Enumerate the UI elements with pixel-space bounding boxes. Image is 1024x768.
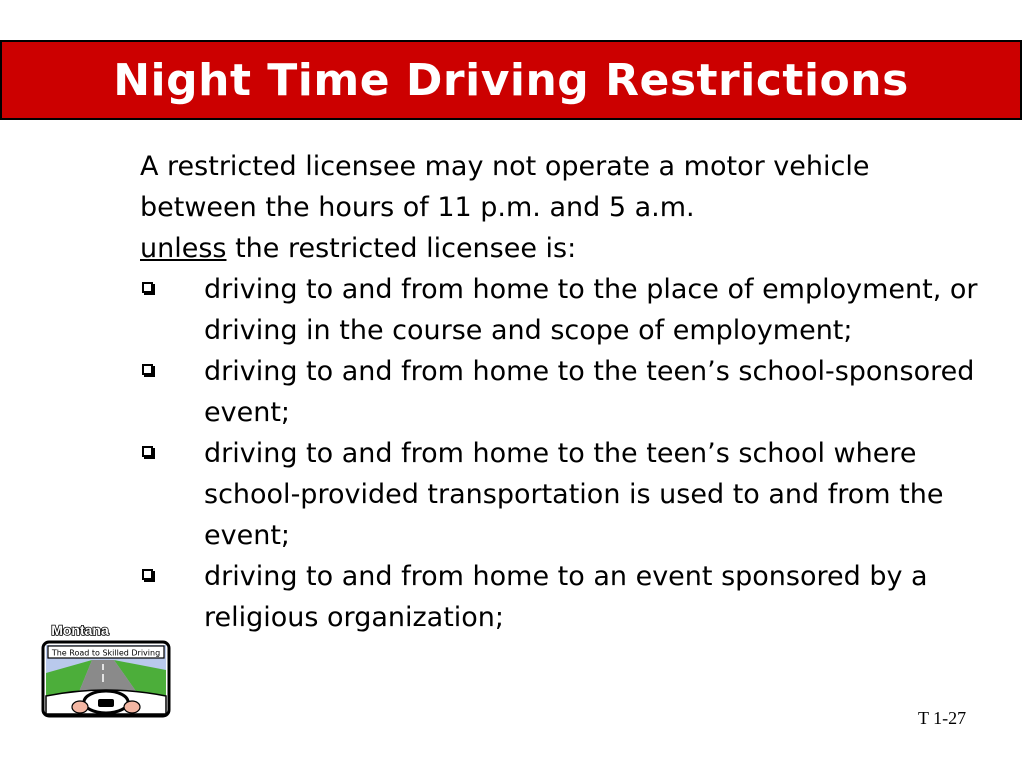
bullet-item (140, 269, 980, 351)
bullet-text: driving to and from home to an event sponsored by a religious organization; (204, 561, 928, 633)
bullet-list (140, 269, 980, 638)
slide-title: Night Time Driving Restrictions (113, 54, 909, 106)
bullet-item (140, 433, 980, 556)
logo-banner-text: The Road to Skilled Driving (51, 648, 161, 658)
unless-underlined: unless (140, 233, 227, 264)
montana-road-logo (40, 618, 172, 720)
logo-right-hand (124, 701, 140, 713)
bullet-text: driving to and from home to the place of employment, or driving in the course and scope of employment; (204, 274, 978, 346)
hollow-square-bullet-icon (142, 364, 153, 375)
bullet-item (140, 351, 980, 433)
intro-text-end: the restricted licensee is: (226, 233, 577, 264)
hollow-square-bullet-icon (142, 282, 153, 293)
hollow-square-bullet-icon (142, 569, 153, 580)
bullet-item (140, 556, 980, 638)
logo-left-hand (72, 701, 88, 713)
slide-number: T 1-27 (918, 708, 967, 728)
intro-text: A restricted licensee may not operate a motor vehicle between the hours of 11 p.m. and 5 a.m. (140, 151, 870, 223)
slide-body (140, 146, 980, 638)
intro-paragraph (140, 146, 980, 269)
logo-title-text: Montana (51, 622, 109, 638)
hollow-square-bullet-icon (142, 446, 153, 457)
bullet-text: driving to and from home to the teen’s school-sponsored event; (204, 356, 975, 428)
bullet-text: driving to and from home to the teen’s school where school-provided transportation is used to and from the event; (204, 438, 944, 551)
title-bar (0, 40, 1022, 120)
